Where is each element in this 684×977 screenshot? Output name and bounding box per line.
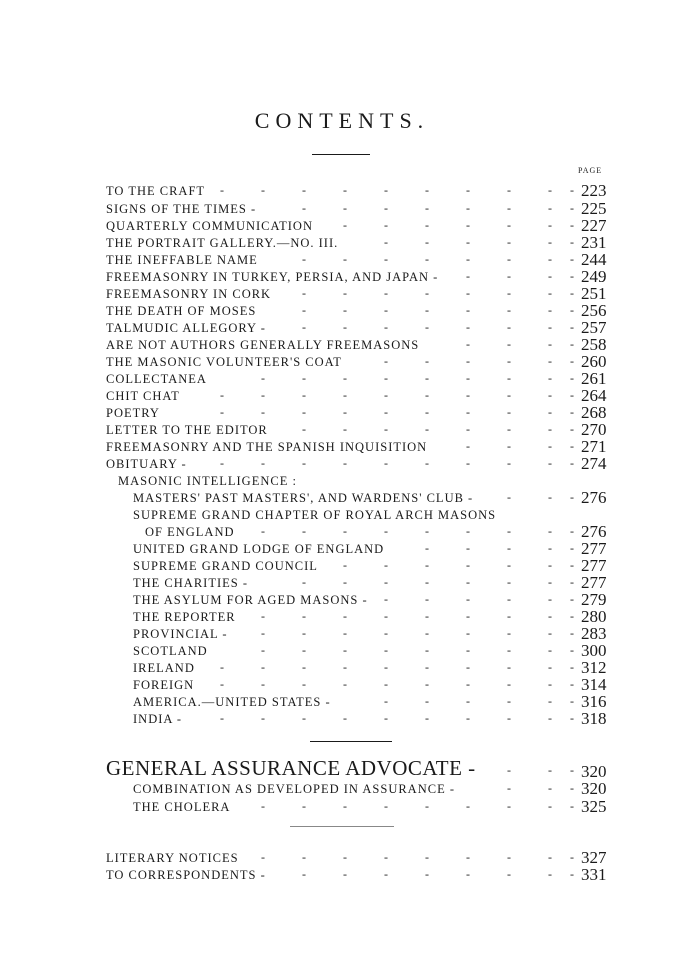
page-number: 276 (581, 488, 607, 507)
entry-title: TALMUDIC ALLEGORY - (106, 321, 266, 335)
page-number: 270 (581, 420, 607, 439)
page-number: 327 (581, 848, 607, 867)
toc-entry: FOREIGN 314 - - - - - - - - - - (133, 675, 607, 694)
page-column-heading: PAGE (578, 166, 603, 175)
page-number: 318 (581, 709, 607, 728)
page-number: 258 (581, 335, 607, 354)
toc-entry: MASTERS' PAST MASTERS', AND WARDENS' CLUB - 276 - - - (133, 488, 607, 507)
toc-entry: FREEMASONRY IN CORK 251 - - - - - - - - (106, 284, 607, 303)
entry-title: POETRY (106, 406, 160, 420)
page-number: 277 (581, 539, 607, 558)
entry-title: MASONIC INTELLIGENCE : (118, 474, 297, 488)
entry-title: FREEMASONRY IN CORK (106, 287, 272, 301)
page-number: 225 (581, 199, 607, 218)
entry-title: COLLECTANEA (106, 372, 207, 386)
entry-title: THE INEFFABLE NAME (106, 253, 258, 267)
entry-title: THE CHARITIES - (133, 576, 248, 590)
toc-entry: THE ASYLUM FOR AGED MASONS - 279 - - - - - - (133, 590, 607, 609)
section-rule-faint (290, 826, 394, 827)
entry-title: IRELAND (133, 661, 195, 675)
toc-entry: FREEMASONRY AND THE SPANISH INQUISITION 271 - - - - (106, 437, 607, 456)
page-number: 227 (581, 216, 607, 235)
page-number: 320 (581, 762, 607, 781)
toc-entry: GENERAL ASSURANCE ADVOCATE - 320 - - - (106, 756, 607, 781)
entry-title: THE PORTRAIT GALLERY.—NO. III. (106, 236, 339, 250)
page-number: 314 (581, 675, 607, 694)
entry-title: PROVINCIAL - (133, 627, 228, 641)
toc-entry: THE PORTRAIT GALLERY.—NO. III. 231 - - - - - - (106, 233, 607, 252)
page-number: 283 (581, 624, 607, 643)
toc-entry: SUPREME GRAND COUNCIL 277 - - - - - - - (133, 556, 607, 575)
toc-entry: TO THE CRAFT 223 - - - - - - - - - - (106, 181, 607, 200)
toc-entry: AMERICA.—UNITED STATES - 316 - - - - - - (133, 692, 607, 711)
entry-title: COMBINATION AS DEVELOPED IN ASSURANCE - (133, 782, 456, 796)
toc-entry: UNITED GRAND LODGE OF ENGLAND 277 - - - - - (133, 539, 607, 558)
toc-entry: SCOTLAND 300 - - - - - - - - - (133, 641, 607, 660)
toc-entry: THE INEFFABLE NAME 244 - - - - - - - - (106, 250, 607, 269)
page-number: 300 (581, 641, 607, 660)
toc-entry: PROVINCIAL - 283 - - - - - - - - - (133, 624, 607, 643)
page-number: 223 (581, 181, 607, 200)
entry-title: OF ENGLAND (145, 525, 235, 539)
entry-title: FREEMASONRY AND THE SPANISH INQUISITION (106, 440, 428, 454)
entry-title: FOREIGN (133, 678, 195, 692)
toc-entry: OBITUARY - 274 - - - - - - - - - - (106, 454, 607, 473)
entry-title: INDIA - (133, 712, 183, 726)
toc-entry: SIGNS OF THE TIMES - 225 - - - - - - - - (106, 199, 607, 218)
entry-title: LITERARY NOTICES (106, 851, 239, 865)
toc-entry: POETRY 268 - - - - - - - - - - (106, 403, 607, 422)
title-rule (312, 154, 370, 155)
entry-title: AMERICA.—UNITED STATES - (133, 695, 331, 709)
entry-title: FREEMASONRY IN TURKEY, PERSIA, AND JAPAN - (106, 270, 439, 284)
page-number: 264 (581, 386, 607, 405)
toc-entry: FREEMASONRY IN TURKEY, PERSIA, AND JAPAN - 249 - - - - (106, 267, 607, 286)
entry-title: GENERAL ASSURANCE ADVOCATE - (106, 756, 476, 780)
entry-title: OBITUARY - (106, 457, 187, 471)
toc-entry: THE CHARITIES - 277 - - - - - - - - (133, 573, 607, 592)
entry-title: THE ASYLUM FOR AGED MASONS - (133, 593, 368, 607)
entry-title: THE MASONIC VOLUNTEER'S COAT (106, 355, 342, 369)
entry-title: QUARTERLY COMMUNICATION (106, 219, 313, 233)
section-rule (310, 741, 392, 742)
page-number: 256 (581, 301, 607, 320)
entry-title: SIGNS OF THE TIMES - (106, 202, 257, 216)
toc-entry: QUARTERLY COMMUNICATION 227 - - - - - - - (106, 216, 607, 235)
page-number: 316 (581, 692, 607, 711)
page-number: 312 (581, 658, 607, 677)
toc-entry: OF ENGLAND 276 - - - - - - - - - (145, 522, 607, 541)
page-title: CONTENTS. (254, 108, 430, 133)
page-number: 244 (581, 250, 607, 269)
page-number: 279 (581, 590, 607, 609)
toc-entry: TALMUDIC ALLEGORY - 257 - - - - - - - - (106, 318, 607, 337)
entry-title: SCOTLAND (133, 644, 208, 658)
entry-title: UNITED GRAND LODGE OF ENGLAND (133, 542, 385, 556)
entry-title: MASTERS' PAST MASTERS', AND WARDENS' CLUB - (133, 491, 474, 505)
toc-entry: THE MASONIC VOLUNTEER'S COAT 260 - - - - - - (106, 352, 607, 371)
toc-entry: THE CHOLERA 325 - - - - - - - - - (133, 797, 607, 816)
toc-entry: THE REPORTER 280 - - - - - - - - - (133, 607, 607, 626)
entry-title: TO THE CRAFT (106, 184, 206, 198)
page-number: 260 (581, 352, 607, 371)
page-number: 277 (581, 556, 607, 575)
page-number: 251 (581, 284, 607, 303)
page-number: 271 (581, 437, 607, 456)
entry-title: THE CHOLERA (133, 800, 231, 814)
toc-entry: CHIT CHAT 264 - - - - - - - - - - (106, 386, 607, 405)
page-number: 320 (581, 779, 607, 798)
entry-title: SUPREME GRAND COUNCIL (133, 559, 318, 573)
page-number: 257 (581, 318, 607, 337)
entry-title: THE REPORTER (133, 610, 236, 624)
entry-title: THE DEATH OF MOSES (106, 304, 257, 318)
toc-entry: TO CORRESPONDENTS - 331 - - - - - - - - (106, 865, 607, 884)
page-number: 277 (581, 573, 607, 592)
page-number: 268 (581, 403, 607, 422)
toc-entry: THE DEATH OF MOSES 256 - - - - - - - - (106, 301, 607, 320)
entry-title: LETTER TO THE EDITOR (106, 423, 268, 437)
entry-title: CHIT CHAT (106, 389, 180, 403)
entry-title: TO CORRESPONDENTS - (106, 868, 266, 882)
entry-title: ARE NOT AUTHORS GENERALLY FREEMASONS (106, 338, 420, 352)
page-number: 261 (581, 369, 607, 388)
page-number: 249 (581, 267, 607, 286)
toc-entry: COLLECTANEA 261 - - - - - - - - - (106, 369, 607, 388)
toc-entry: ARE NOT AUTHORS GENERALLY FREEMASONS 258 - - - - (106, 335, 607, 354)
page-number: 231 (581, 233, 607, 252)
page-number: 280 (581, 607, 607, 626)
toc-entry: LITERARY NOTICES 327 - - - - - - - - - (106, 848, 607, 867)
page-number: 331 (581, 865, 607, 884)
toc-entry: IRELAND 312 - - - - - - - - - - (133, 658, 607, 677)
entry-title: SUPREME GRAND CHAPTER OF ROYAL ARCH MASONS (133, 508, 497, 522)
toc-entry: LETTER TO THE EDITOR 270 - - - - - - - - (106, 420, 607, 439)
toc-entry: INDIA - 318 - - - - - - - - - - (133, 709, 607, 728)
page-number: 325 (581, 797, 607, 816)
toc-entry: COMBINATION AS DEVELOPED IN ASSURANCE - 320 - - - (133, 779, 607, 798)
page-number: 276 (581, 522, 607, 541)
page-number: 274 (581, 454, 607, 473)
